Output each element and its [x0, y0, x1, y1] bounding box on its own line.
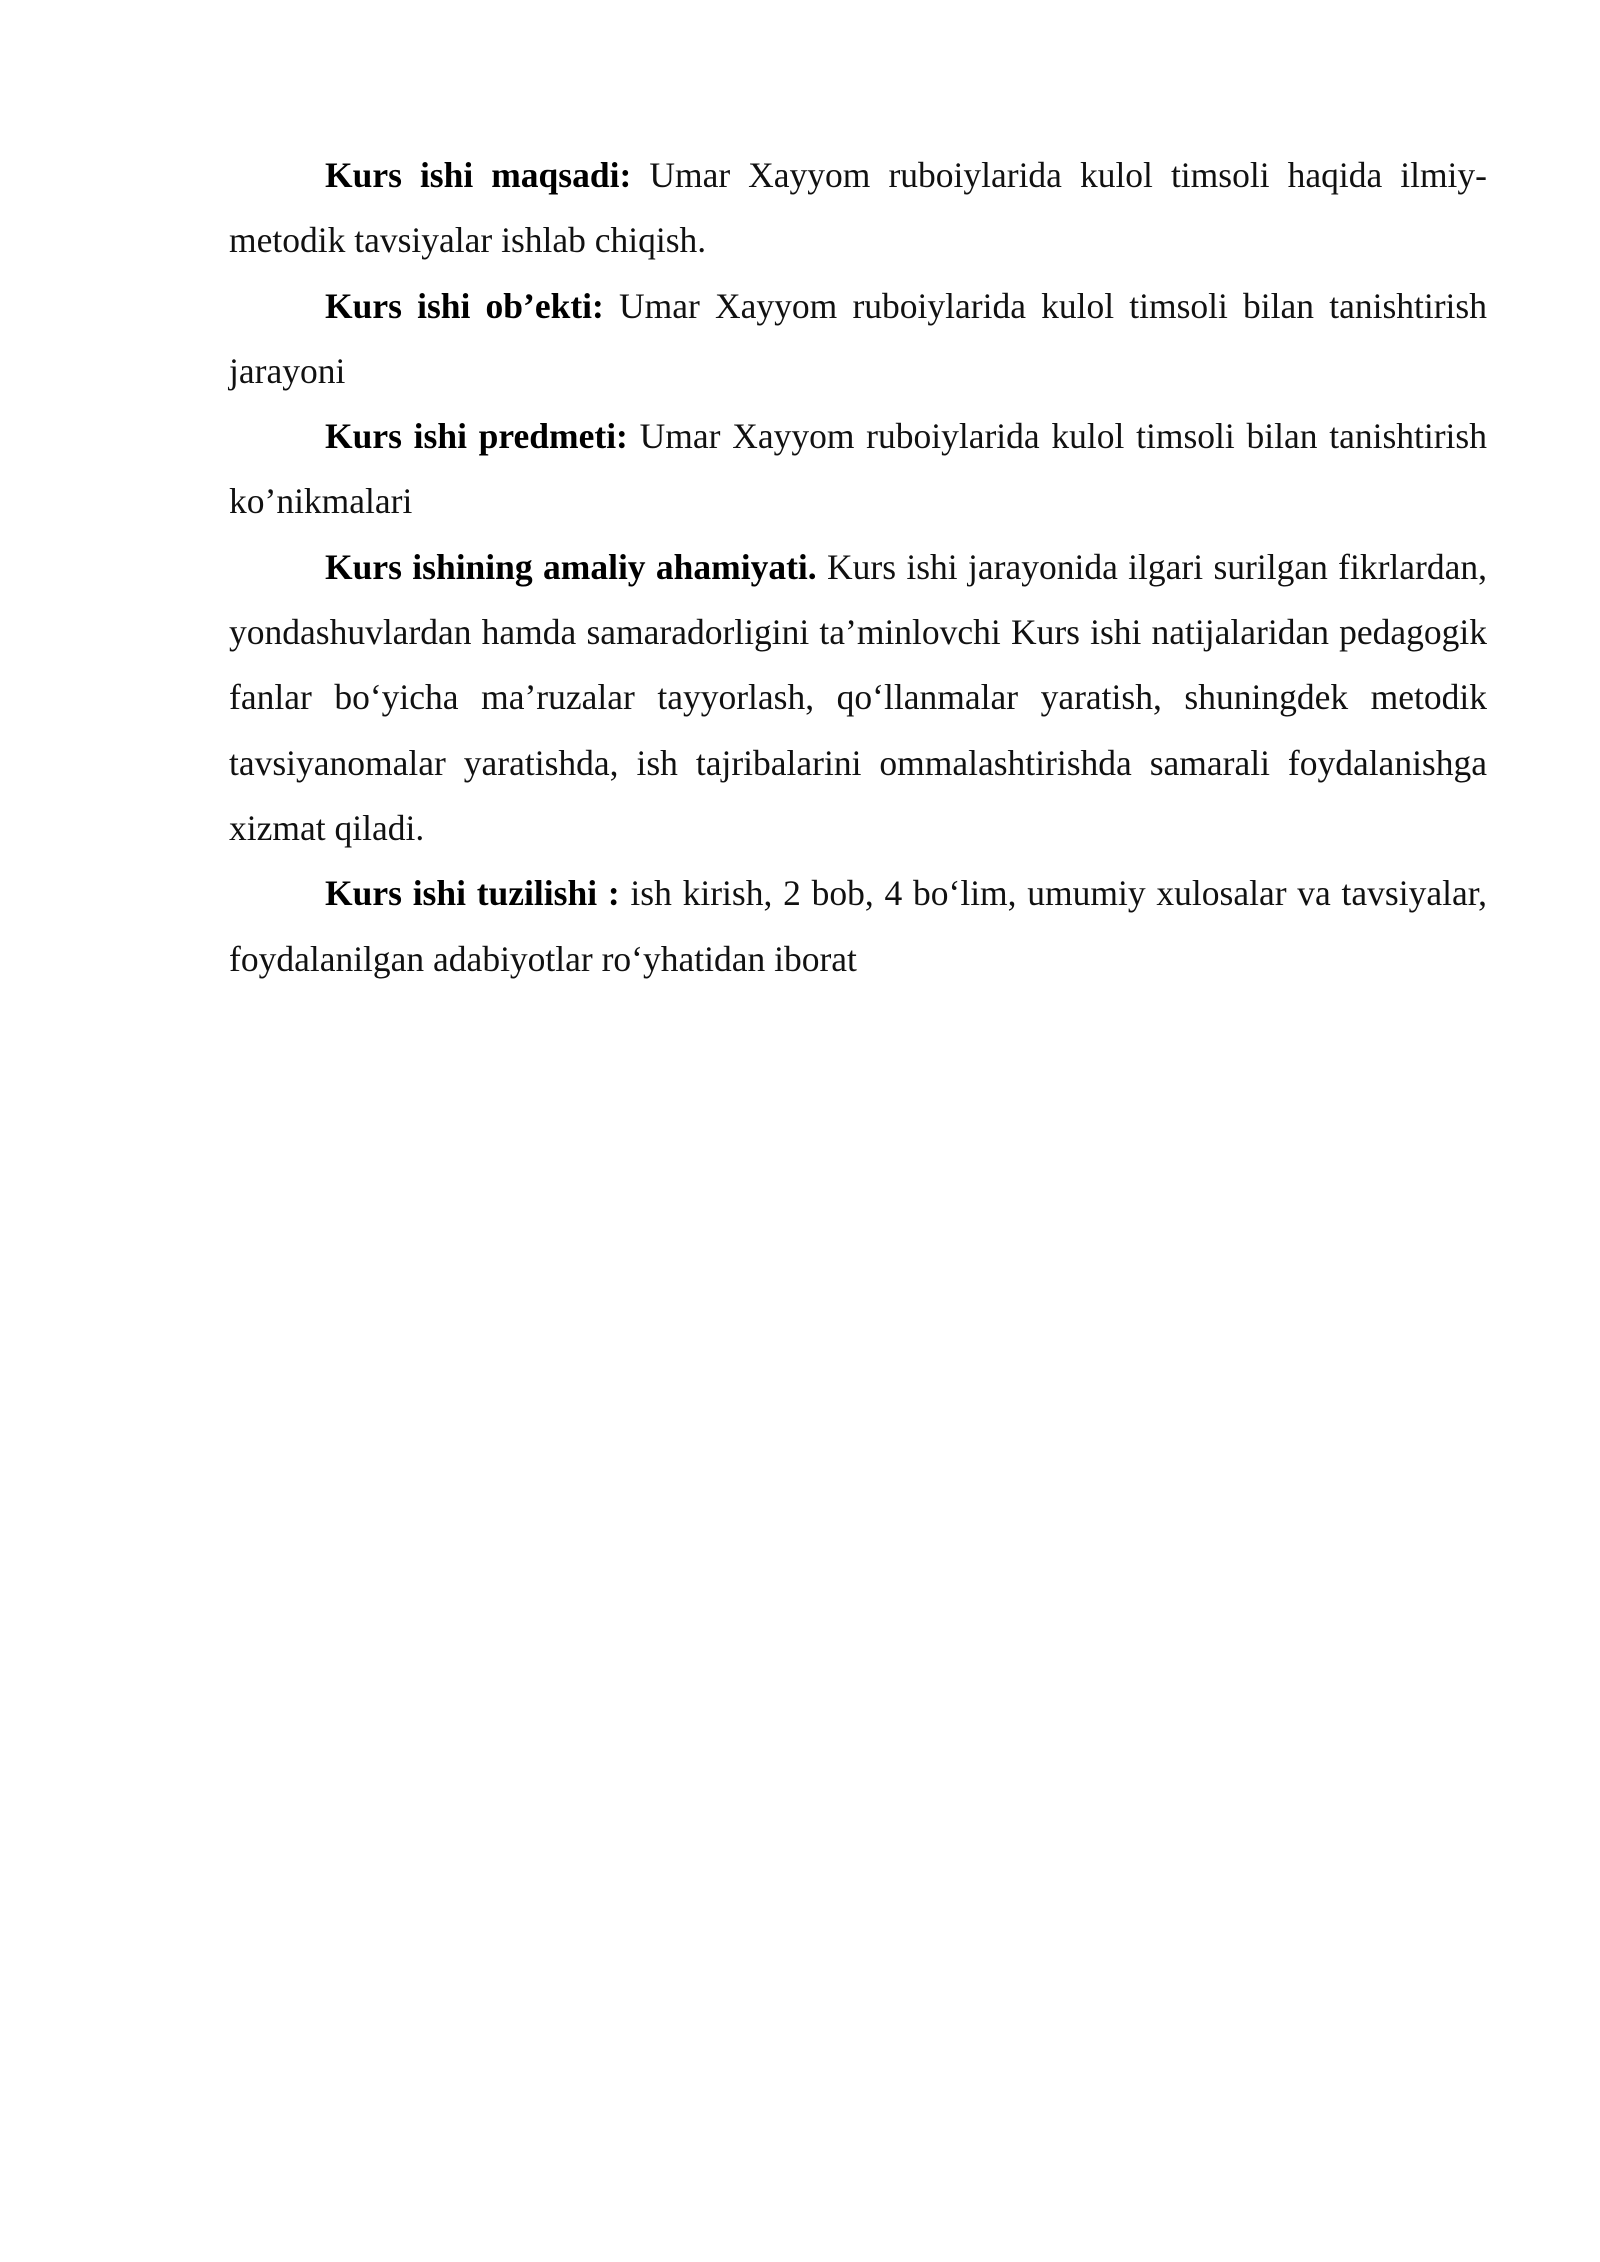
paragraph-structure: [229, 861, 1487, 992]
paragraph-text: ish kirish, 2 bob, 4 bo‘lim, umumiy xulosalar va tavsiyalar, foydalanilgan adabiyotlar ro‘yhatidan iborat: [229, 873, 1488, 979]
paragraph-purpose: [229, 143, 1487, 274]
paragraph-text: Umar Xayyom ruboiylarida kulol timsoli bilan tanishtirish ko’nikmalari: [229, 416, 1487, 522]
paragraph-text: Umar Xayyom ruboiylarida kulol timsoli bilan tanishtirish jarayoni: [229, 285, 1487, 391]
paragraph-label: Kurs ishining amaliy ahamiyati.: [325, 546, 817, 587]
document-body: [229, 143, 1487, 992]
paragraph-subject: [229, 404, 1487, 535]
paragraph-text: Kurs ishi jarayonida ilgari surilgan fikrlardan, yondashuvlardan hamda samaradorligini ta’minlovchi Kurs ishi natijalaridan pedagogik fanlar bo‘yicha ma’ruzalar tayyorlash, qo‘llanmalar yaratish, shuningdek metodik tavsiyanomalar yaratishda, ish tajribalarini ommalashtirishda samarali foydalanishga xizmat qiladi.: [229, 546, 1487, 848]
paragraph-label: Kurs ishi tuzilishi :: [325, 873, 620, 914]
paragraph-label: Kurs ishi ob’ekti:: [325, 285, 604, 326]
paragraph-label: Kurs ishi predmeti:: [325, 416, 628, 457]
paragraph-object: [229, 274, 1487, 405]
paragraph-practical-significance: [229, 535, 1487, 861]
paragraph-label: Kurs ishi maqsadi:: [325, 155, 632, 195]
paragraph-text: Umar Xayyom ruboiylarida kulol timsoli haqida ilmiy-metodik tavsiyalar ishlab chiqish.: [229, 155, 1487, 261]
